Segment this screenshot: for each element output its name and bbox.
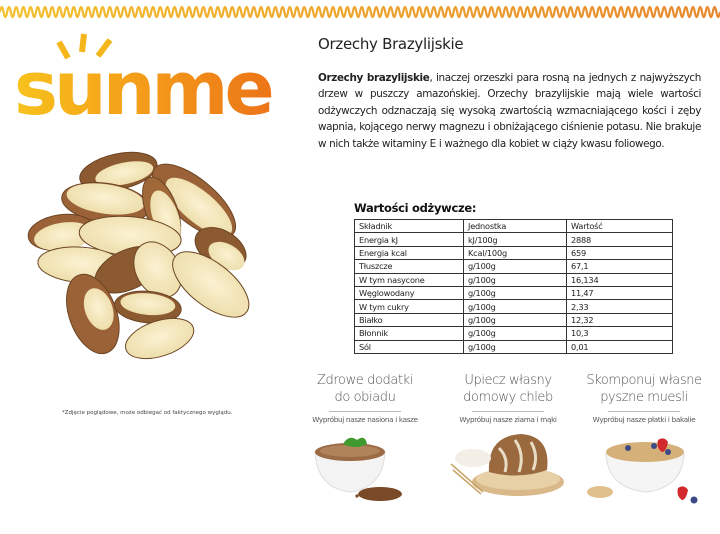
header-cell: Składnik (355, 220, 464, 233)
promo-subtitle: Wypróbuj nasze płatki i bakalie (592, 415, 696, 424)
cell-unit: kJ/100g (464, 233, 567, 246)
promo-subtitle: Wypróbuj nasze ziarna i mąki (459, 415, 557, 424)
cell-ingredient: Energia kcal (355, 246, 464, 259)
cell-value: 12,32 (567, 313, 673, 326)
bread-loaf-image (443, 430, 573, 510)
table-row (355, 300, 673, 313)
image-disclaimer: *Zdjęcie poglądowe, może odbiegać od faktycznego wyglądu. (62, 410, 233, 416)
cell-ingredient: Węglowodany (355, 286, 464, 299)
promo-heading-line1: Skomponuj własne (586, 373, 702, 388)
product-description (318, 70, 701, 152)
cell-ingredient: Błonnik (355, 327, 464, 340)
muesli-bowl-image (584, 430, 704, 510)
cell-unit: g/100g (464, 286, 567, 299)
cell-unit: g/100g (464, 273, 567, 286)
divider (329, 411, 401, 412)
table-row (355, 327, 673, 340)
cell-ingredient: Białko (355, 313, 464, 326)
promo-heading-line1: Upiecz własny (464, 373, 552, 388)
brazil-nuts-image (22, 142, 258, 368)
cell-value: 2,33 (567, 300, 673, 313)
promo-heading-line1: Zdrowe dodatki (317, 373, 413, 388)
table-row (355, 286, 673, 299)
cell-value: 11,47 (567, 286, 673, 299)
description-bold-lead: Orzechy brazylijskie (318, 72, 430, 84)
promo-bread (440, 372, 576, 510)
header-cell: Wartość (567, 220, 673, 233)
nutrition-title: Wartości odżywcze: (354, 201, 477, 215)
cell-ingredient: Energia kJ (355, 233, 464, 246)
cell-ingredient: Tłuszcze (355, 260, 464, 273)
promo-heading (297, 372, 433, 406)
table-row (355, 273, 673, 286)
cell-value: 2888 (567, 233, 673, 246)
table-row (355, 246, 673, 259)
cell-ingredient: W tym cukry (355, 300, 464, 313)
cell-unit: g/100g (464, 327, 567, 340)
promo-heading-line2: do obiadu (334, 390, 396, 405)
nutrition-table (354, 219, 673, 354)
table-row (355, 233, 673, 246)
divider (608, 411, 680, 412)
promo-heading-line2: domowy chleb (463, 390, 553, 405)
cell-value: 659 (567, 246, 673, 259)
promo-heading (440, 372, 576, 406)
cell-value: 67,1 (567, 260, 673, 273)
cell-unit: g/100g (464, 313, 567, 326)
sunme-logo (14, 28, 274, 128)
description-text: , inaczej orzeszki para rosną na jednych z najwyższych drzew w puszczy amazońskiej. Orzechy brazylijskie mają wiele wartości odżywczych odznaczają się wysoką zwartością wzmacniającego kości i zęby wapnia, kojącego nerwy magnezu i obniżającego ciśnienie potasu. Nie brakuje w nich także witaminy E i ważnego dla kobiet w ciąży kwasu foliowego. (318, 72, 701, 150)
cell-ingredient: W tym nasycone (355, 273, 464, 286)
promo-buckwheat (297, 372, 433, 510)
decorative-wave-border (0, 4, 720, 20)
cell-unit: g/100g (464, 300, 567, 313)
promo-heading-line2: pyszne muesli (600, 390, 688, 405)
cell-unit: g/100g (464, 340, 567, 353)
svg-text:sunme: sunme (14, 46, 271, 128)
cell-ingredient: Sól (355, 340, 464, 353)
table-header-row (355, 220, 673, 233)
cell-unit: Kcal/100g (464, 246, 567, 259)
promo-muesli (576, 372, 712, 510)
divider (472, 411, 544, 412)
cell-value: 16,134 (567, 273, 673, 286)
cell-unit: g/100g (464, 260, 567, 273)
product-title: Orzechy Brazylijskie (318, 35, 464, 53)
promo-subtitle: Wypróbuj nasze nasiona i kasze (312, 415, 418, 424)
cell-value: 10,3 (567, 327, 673, 340)
cell-value: 0,01 (567, 340, 673, 353)
table-row (355, 313, 673, 326)
table-row (355, 340, 673, 353)
buckwheat-bowl-image (305, 430, 425, 510)
promo-heading (576, 372, 712, 406)
table-row (355, 260, 673, 273)
header-cell: Jednostka (464, 220, 567, 233)
